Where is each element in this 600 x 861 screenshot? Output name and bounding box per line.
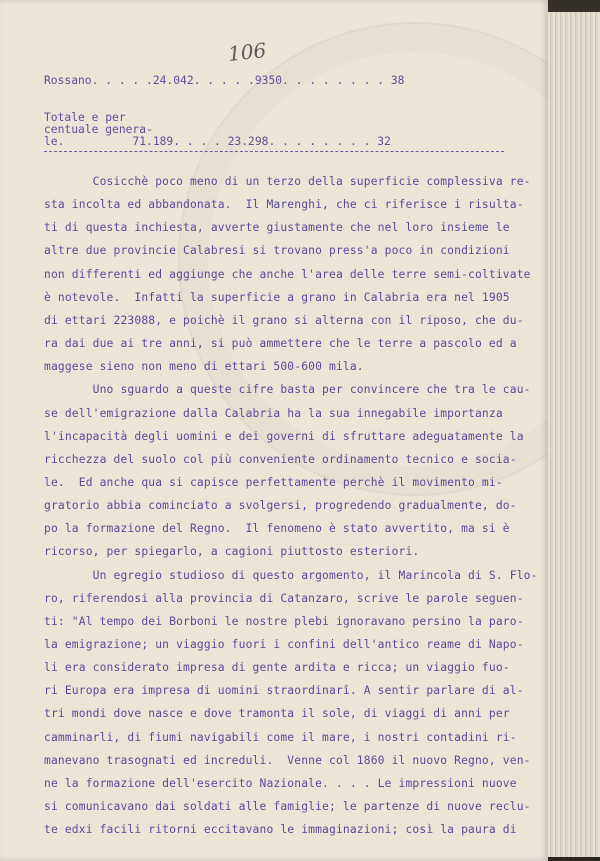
stamp-watermark [178, 22, 600, 496]
body-line: gratorio abbia cominciato a svolgersi, progredendo gradualmente, do- [44, 499, 517, 513]
body-line: ricorso, per spiegarlo, a cagioni piuttosto esteriori. [44, 545, 420, 559]
body-line: ne la formazione dell'esercito Nazionale. . . . Le impressioni nuove [44, 776, 517, 790]
body-line: camminarli, di fiumi navigabili come il mare, i nostri contadini ri- [44, 730, 517, 744]
body-line: sta incolta ed abbandonata. Il Marenghi, che ci riferisce i risulta- [44, 198, 524, 212]
body-line: si comunicavano dai soldati alle famiglie; le partenze di nuove reclu- [44, 800, 531, 814]
body-line: Uno sguardo a queste cifre basta per convincere che tra le cau- [44, 383, 531, 397]
body-line: se dell'emigrazione dalla Calabria ha la sua innegabile importanza [44, 406, 503, 420]
body-line: ra dai due ai tre anni, si può ammettere che le terre a pascolo ed a [44, 337, 517, 351]
table-row-totale-label-2: centuale genera- [44, 123, 153, 136]
body-line: l'incapacità degli uomini e dei governi di sfruttare adeguatamente la [44, 429, 524, 443]
body-line: ti di questa inchiesta, avverte giustamente che nel loro insieme le [44, 221, 510, 235]
body-line: te edxi facili ritorni eccitavano le immaginazioni; così la paura di [44, 823, 517, 837]
body-line: ri Europa era impresa di uomini straordinarî. A sentir parlare di al- [44, 684, 524, 698]
body-line: le. Ed anche qua si capisce perfettamente perchè il movimento mi- [44, 475, 503, 489]
table-row-rossano: Rossano. . . . .24.042. . . . .9350. . . . . . . . 38 [44, 74, 405, 87]
handwritten-page-number: 106 [226, 38, 268, 66]
body-line: altre due provincie Calabresi si trovano press'a poco in condizioni [44, 244, 510, 258]
table-separator-rule [44, 151, 504, 152]
book-page-edges [548, 12, 600, 857]
table-row-totale-label-1: Totale e per [44, 111, 126, 124]
body-line: la emigrazione; un viaggio fuori i confini dell'antico reame di Napo- [44, 638, 524, 651]
body-line: maggese sieno non meno di ettari 500-600 mila. [44, 360, 364, 374]
body-line: manevano trasognati ed increduli. Venne col 1860 il nuovo Regno, ven- [44, 753, 531, 767]
table-row-totale: le. 71.189. . . . 23.298. . . . . . . . 32 [44, 135, 391, 148]
body-line: li era considerato impresa di gente ardita e ricca; un viaggio fuo- [44, 661, 510, 675]
body-line: ricchezza del suolo col più conveniente ordinamento tecnico e socia- [44, 452, 517, 466]
body-line: Cosicchè poco meno di un terzo della superficie complessiva re- [44, 175, 531, 188]
body-line: è notevole. Infatti la superficie a grano in Calabria era nel 1905 [44, 290, 510, 304]
body-line: di ettari 223088, e poichè il grano si alterna con il riposo, che du- [44, 313, 524, 327]
body-line: non differenti ed aggiunge che anche l'area delle terre semi-coltivate [44, 267, 531, 281]
body-line: ro, riferendosi alla provincia di Catanzaro, scrive le parole seguen- [44, 591, 524, 605]
body-line: po la formazione del Regno. Il fenomeno è stato avvertito, ma si è [44, 522, 510, 536]
body-line: tri mondi dove nasce e dove tramonta il sole, di viaggi di anni per [44, 707, 510, 721]
body-line: Un egregio studioso di questo argomento, il Marincola di S. Flo- [44, 568, 538, 582]
body-line: ti: "Al tempo dei Borboni le nostre plebi ignoravano persino la paro- [44, 614, 524, 628]
